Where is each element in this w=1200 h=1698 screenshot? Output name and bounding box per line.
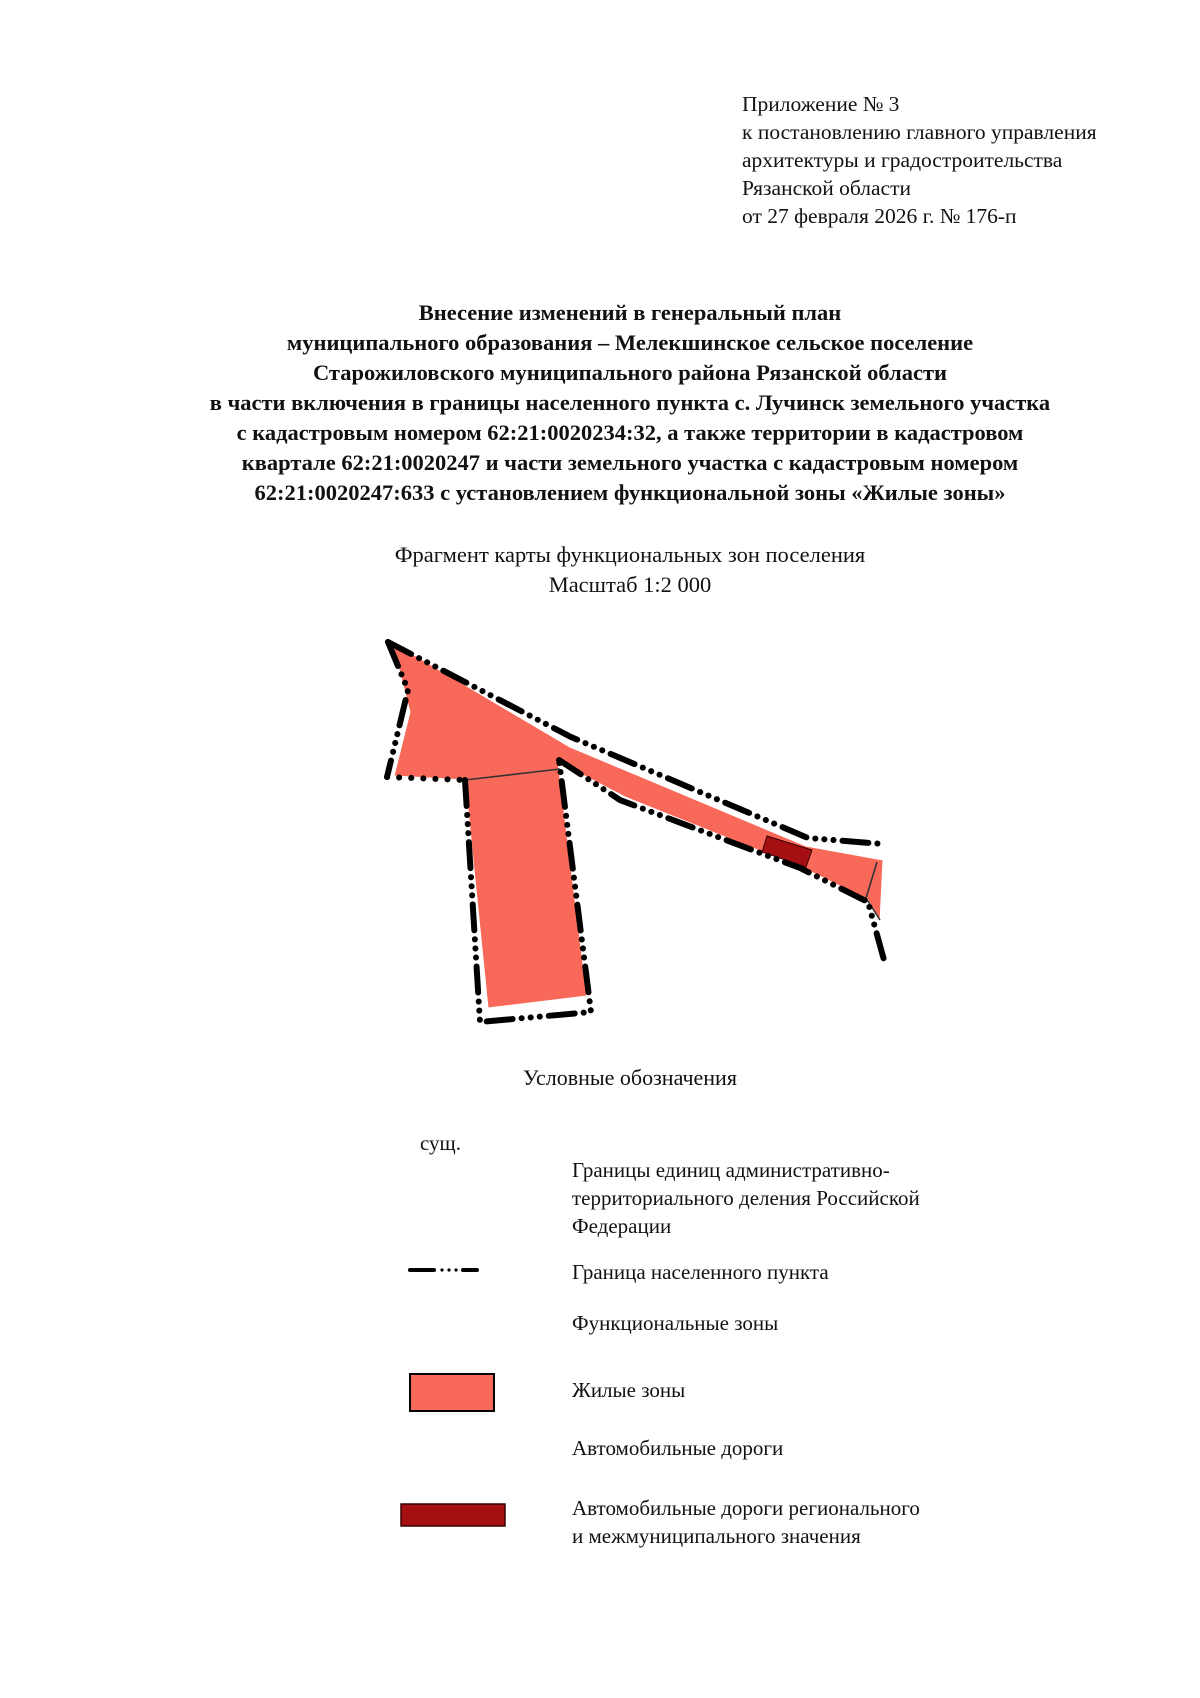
annex-line: Приложение № 3 — [742, 92, 900, 116]
legend-admin-line: Федерации — [572, 1214, 672, 1238]
title-line: 62:21:0020247:633 с установлением функциональной зоны «Жилые зоны» — [254, 480, 1006, 505]
title-line: Старожиловского муниципального района Рязанской области — [312, 360, 947, 385]
title-line: муниципального образования – Мелекшинское сельское поселение — [286, 330, 974, 355]
legend-admin-boundaries — [572, 1156, 920, 1240]
settlement-boundary-symbol — [410, 1268, 477, 1271]
map-scale: Масштаб 1:2 000 — [548, 572, 712, 597]
title-line: с кадастровым номером 62:21:0020234:32, а также территории в кадастровом — [236, 420, 1024, 445]
legend-title: Условные обозначения — [523, 1065, 737, 1090]
legend-status-label: сущ. — [420, 1131, 461, 1155]
legend-regional-roads-line: Автомобильные дороги регионального — [572, 1496, 920, 1520]
map-caption: Фрагмент карты функциональных зон поселения — [394, 542, 866, 567]
title-line: в части включения в границы населенного пункта с. Лучинск земельного участка — [209, 390, 1051, 415]
legend-symbols — [401, 1268, 505, 1526]
annex-line: архитектуры и градостроительства — [742, 148, 1063, 172]
legend-functional-zones: Функциональные зоны — [572, 1311, 779, 1335]
legend-admin-line: территориального деления Российской — [572, 1186, 920, 1210]
residential-zone-symbol — [410, 1374, 494, 1411]
title-line: Внесение изменений в генеральный план — [418, 300, 842, 325]
legend-residential: Жилые зоны — [572, 1378, 686, 1402]
legend-settlement-boundary: Граница населенного пункта — [572, 1260, 829, 1284]
regional-road-symbol — [401, 1504, 505, 1526]
legend-admin-line: Границы единиц административно- — [572, 1158, 890, 1182]
legend-roads: Автомобильные дороги — [572, 1436, 784, 1460]
annex-line: к постановлению главного управления — [742, 120, 1097, 144]
legend-regional-roads — [572, 1494, 920, 1550]
legend-regional-roads-line: и межмуниципального значения — [572, 1524, 861, 1548]
title-line: квартале 62:21:0020247 и части земельного участка с кадастровым номером — [241, 450, 1019, 475]
annex-line: Рязанской области — [742, 176, 911, 200]
annex-line: от 27 февраля 2026 г. № 176-п — [742, 204, 1017, 228]
